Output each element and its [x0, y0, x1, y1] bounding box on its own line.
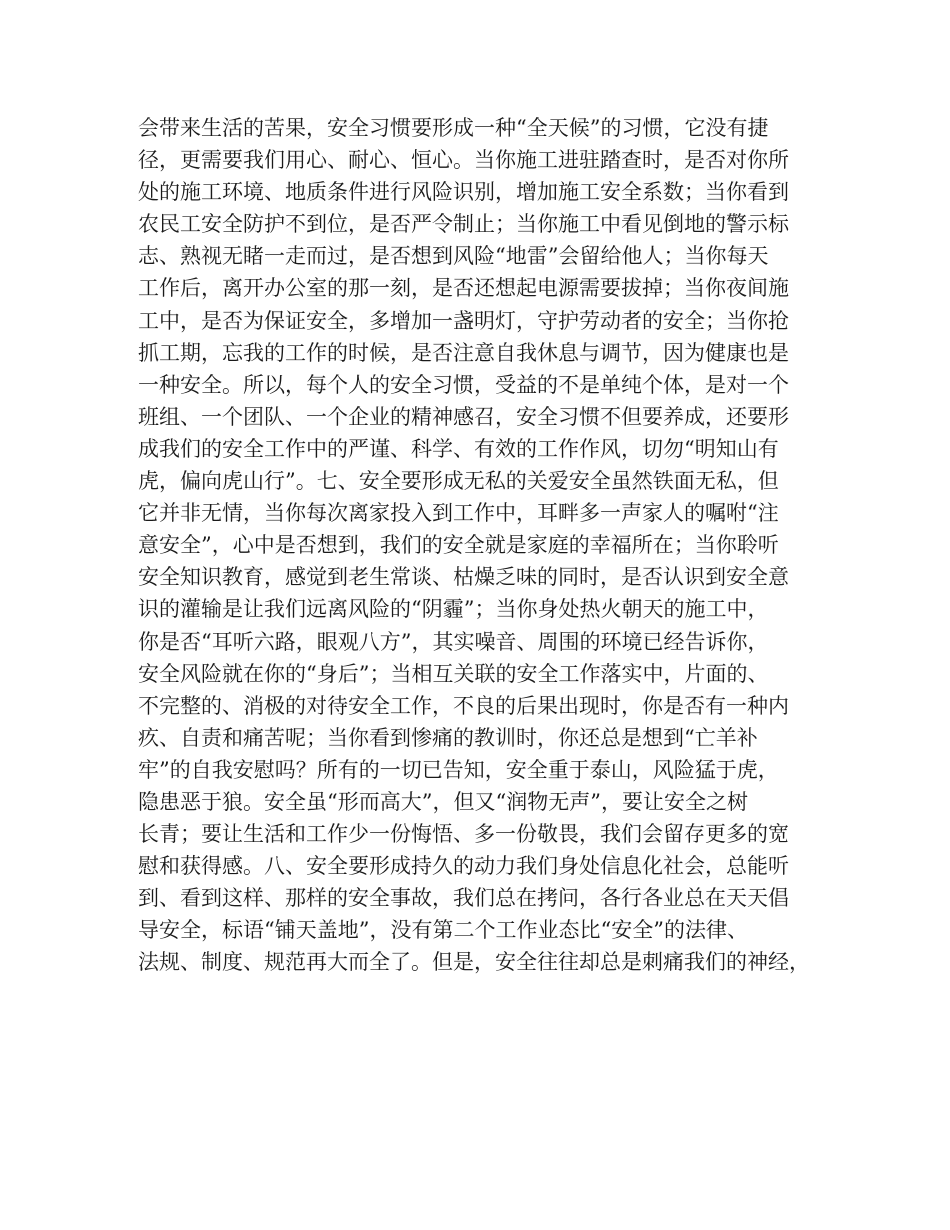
text-line: 安全知识教育，感觉到老生常谈、枯燥乏味的同时，是否认识到安全意	[138, 565, 789, 590]
text-line: 径，更需要我们用心、耐心、恒心。当你施工进驻踏查时，是否对你所	[138, 148, 789, 173]
text-line: 导安全，标语“铺天盖地”，没有第二个工作业态比“安全”的法律、	[138, 918, 748, 943]
text-line: 班组、一个团队、一个企业的精神感召，安全习惯不但要养成，还要形	[138, 404, 789, 429]
text-line: 成我们的安全工作中的严谨、科学、有效的工作作风，切勿“明知山有	[138, 436, 779, 461]
text-line: 志、熟视无睹一走而过，是否想到风险“地雷”会留给他人；当你每天	[138, 244, 769, 269]
text-line: 会带来生活的苦果，安全习惯要形成一种“全天候”的习惯，它没有捷	[138, 116, 769, 140]
text-line: 不完整的、消极的对待安全工作，不良的后果出现时，你是否有一种内	[138, 693, 789, 718]
text-line: 疚、自责和痛苦呢；当你看到惨痛的教训时，你还总是想到“亡羊补	[138, 725, 758, 750]
text-line: 长青；要让生活和工作少一份悔悟、多一份敬畏，我们会留存更多的宽	[138, 822, 789, 847]
text-line: 你是否“耳听六路，眼观八方”，其实噪音、周围的环境已经告诉你，	[138, 629, 769, 654]
text-line: 识的灌输是让我们远离风险的“阴霾”；当你身处热火朝天的施工中，	[138, 597, 769, 622]
text-line: 处的施工环境、地质条件进行风险识别，增加施工安全系数；当你看到	[138, 180, 789, 205]
text-line: 农民工安全防护不到位，是否严令制止；当你施工中看见倒地的警示标	[138, 212, 789, 237]
text-line: 安全风险就在你的“身后”；当相互关联的安全工作落实中，片面的、	[138, 661, 769, 686]
text-line: 到、看到这样、那样的安全事故，我们总在拷问，各行各业总在天天倡	[138, 886, 789, 911]
text-line: 慰和获得感。八、安全要形成持久的动力我们身处信息化社会，总能听	[138, 854, 789, 879]
text-line: 它并非无情，当你每次离家投入到工作中，耳畔多一声家人的嘱咐“注	[138, 501, 779, 526]
text-line: 工中，是否为保证安全，多增加一盏明灯，守护劳动者的安全；当你抢	[138, 308, 789, 333]
text-line: 意安全”，心中是否想到，我们的安全就是家庭的幸福所在；当你聆听	[138, 533, 779, 558]
text-line: 工作后，离开办公室的那一刻，是否还想起电源需要拔掉；当你夜间施	[138, 276, 789, 301]
text-line: 法规、制度、规范再大而全了。但是，安全往往却总是刺痛我们的神经，	[138, 950, 810, 975]
text-line: 虎，偏向虎山行”。七、安全要形成无私的关爱安全虽然铁面无私，但	[138, 469, 779, 494]
text-line: 抓工期，忘我的工作的时候，是否注意自我休息与调节，因为健康也是	[138, 340, 789, 365]
text-line: 隐患恶于狼。安全虽“形而高大”，但又“润物无声”，要让安全之树	[138, 789, 748, 814]
text-line: 一种安全。所以，每个人的安全习惯，受益的不是单纯个体，是对一个	[138, 372, 789, 397]
text-line: 牢”的自我安慰吗？所有的一切已告知，安全重于泰山，风险猛于虎，	[138, 757, 779, 782]
body-paragraph	[138, 112, 838, 979]
